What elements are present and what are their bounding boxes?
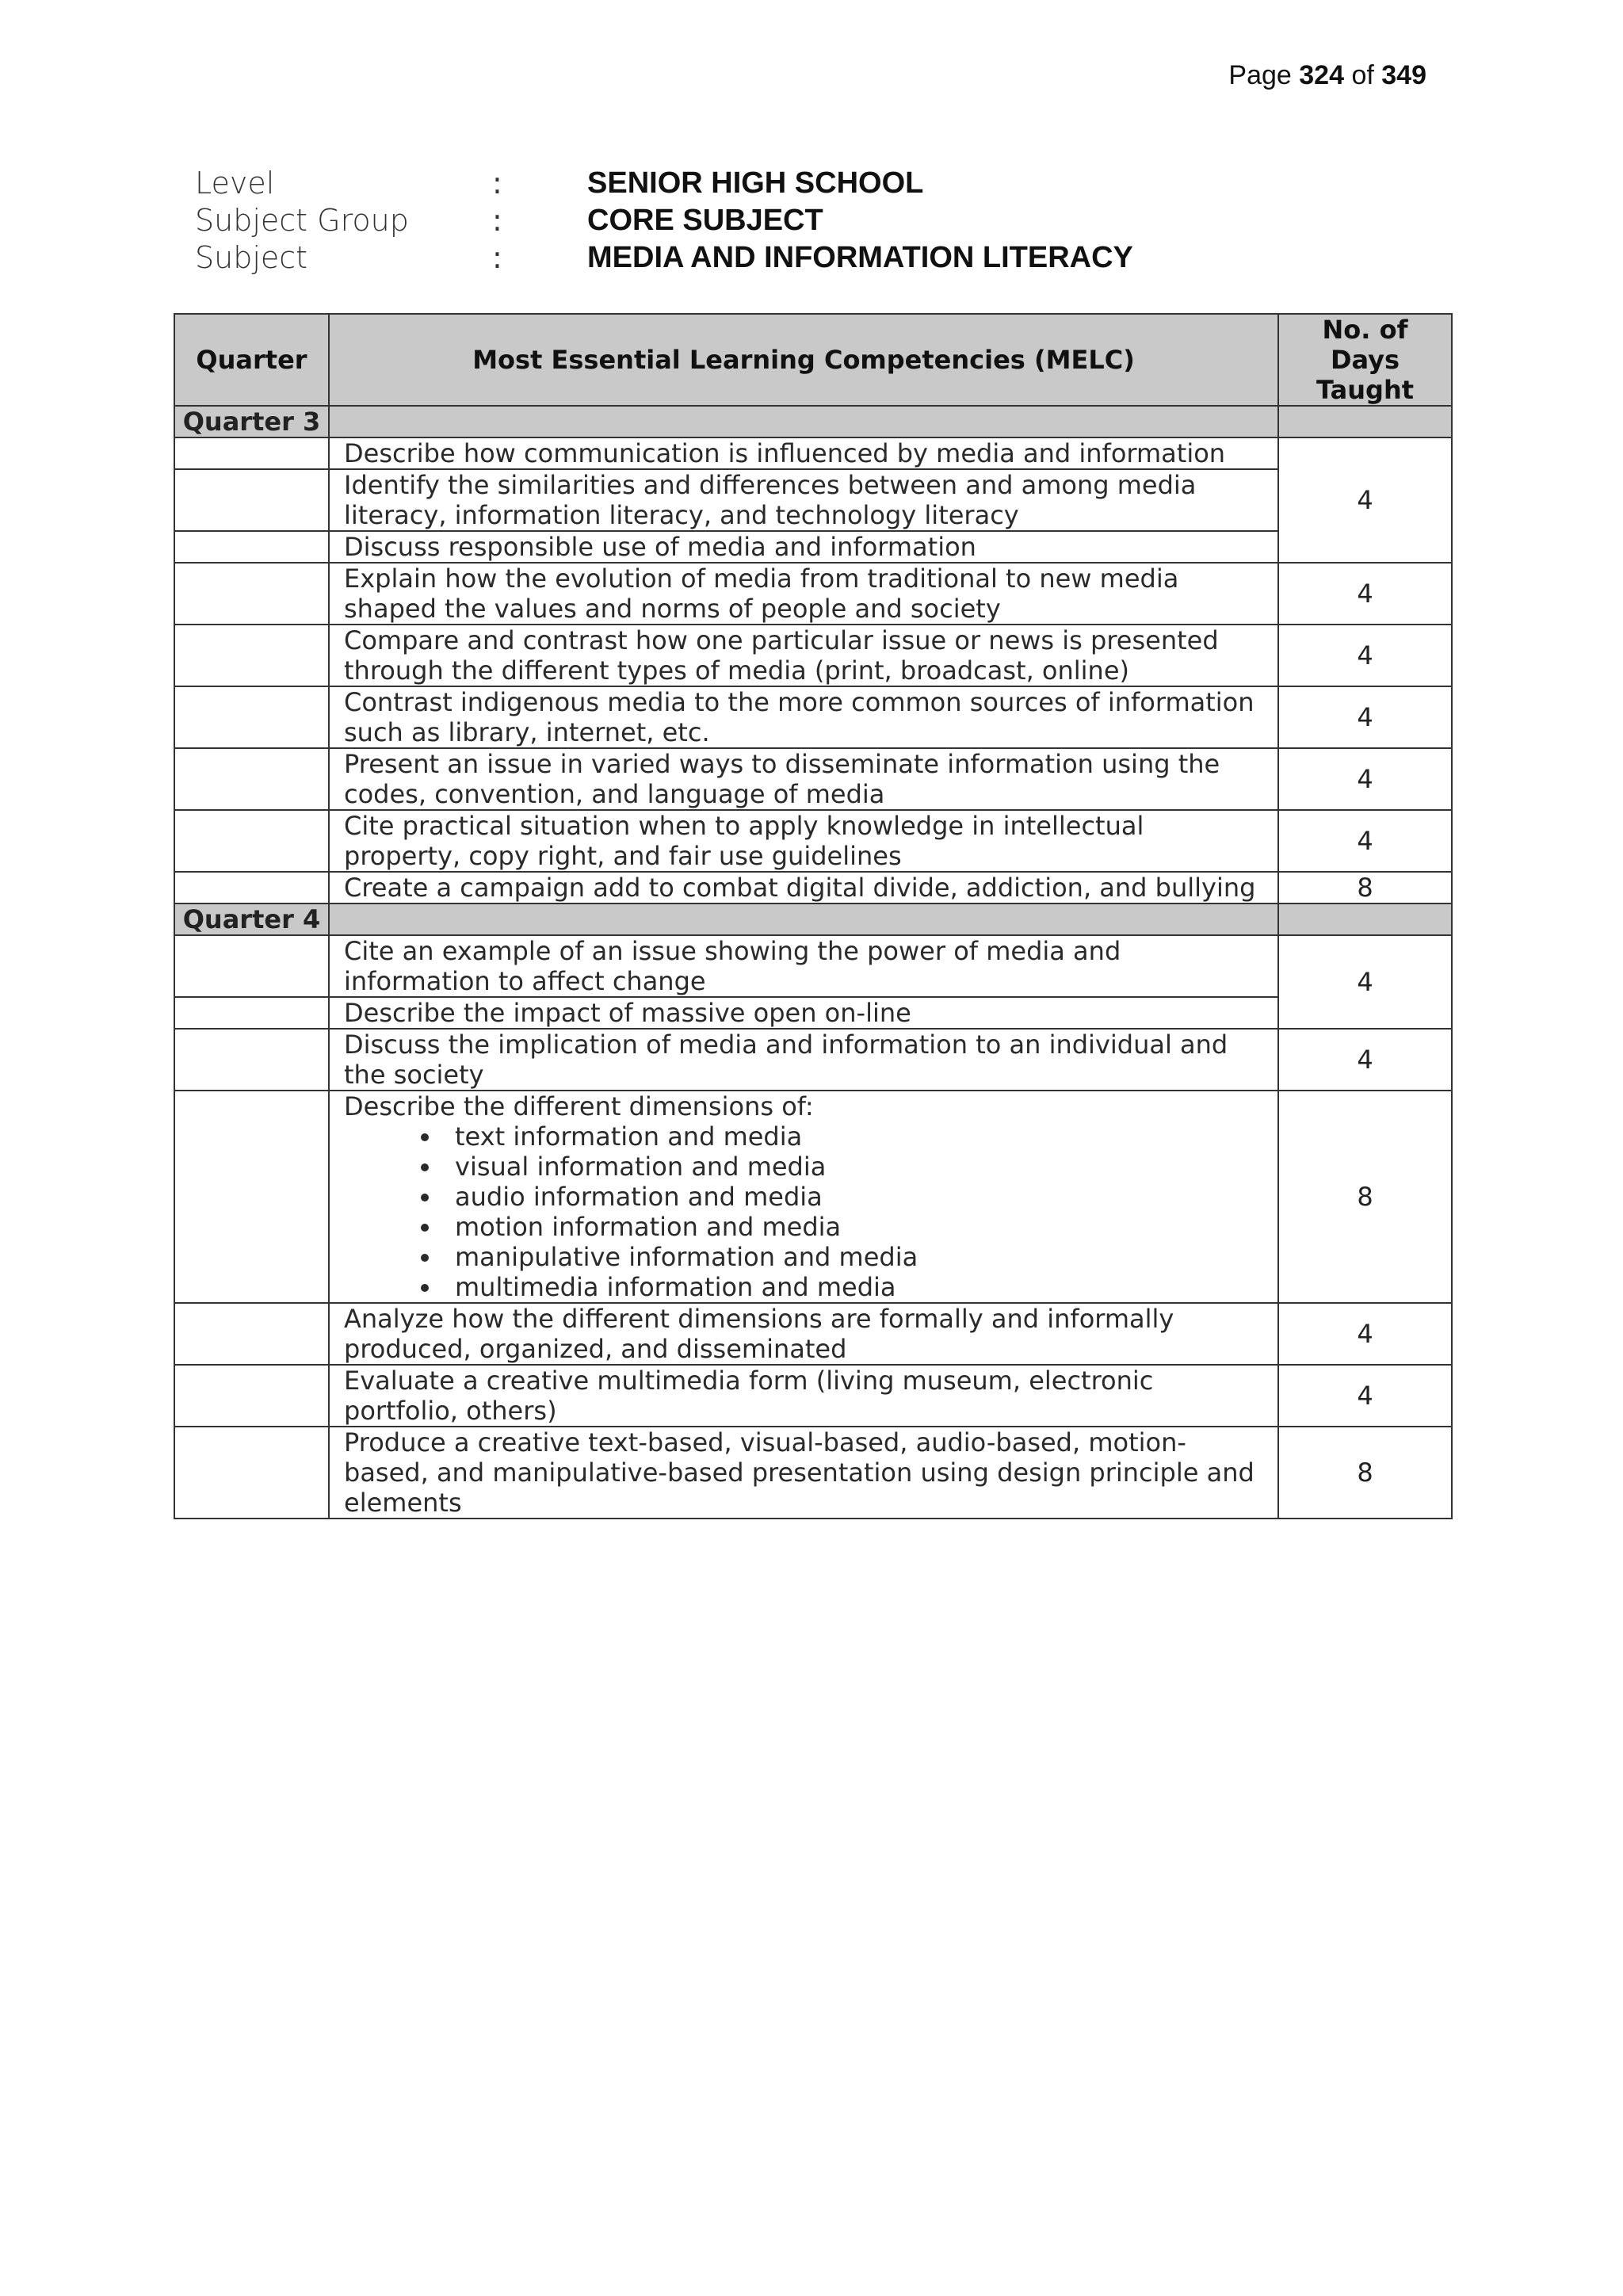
quarter-4-row: [174, 904, 1452, 935]
meta-value-subject: MEDIA AND INFORMATION LITERACY: [587, 241, 1133, 274]
competency-cell: Identify the similarities and differences between and among media literacy, information literacy, and technology literacy: [329, 469, 1278, 531]
list-item: • audio information and media: [442, 1182, 1263, 1212]
table-row: [174, 872, 1452, 904]
header-days: No. of Days Taught: [1278, 314, 1452, 406]
table-row: [174, 625, 1452, 686]
competency-cell: Cite practical situation when to apply knowledge in intellectual property, copy right, and fair use guidelines: [329, 810, 1278, 872]
list-item: • visual information and media: [442, 1152, 1263, 1182]
days-cell: 4: [1278, 748, 1452, 810]
quarter-3-row: [174, 406, 1452, 437]
table-row: [174, 469, 1452, 531]
competency-cell: Discuss responsible use of media and information: [329, 531, 1278, 563]
competency-cell: Discuss the implication of media and information to an individual and the society: [329, 1029, 1278, 1091]
table-row: [174, 1365, 1452, 1427]
table-row: [174, 997, 1452, 1029]
table-row: [174, 935, 1452, 997]
meta-level-row: [195, 165, 1503, 202]
table-row: [174, 531, 1452, 563]
page-of: of: [1351, 60, 1374, 90]
competency-cell: Compare and contrast how one particular issue or news is presented through the different types of media (print, broadcast, online): [329, 625, 1278, 686]
page-prefix: Page: [1228, 60, 1292, 90]
competency-cell: Analyze how the different dimensions are formally and informally produced, organized, and disseminated: [329, 1303, 1278, 1365]
days-cell: 4: [1278, 437, 1452, 563]
header-quarter: Quarter: [174, 314, 329, 406]
document-meta: [195, 165, 1503, 277]
table-row: [174, 1091, 1452, 1303]
competency-cell: Evaluate a creative multimedia form (living museum, electronic portfolio, others): [329, 1365, 1278, 1427]
days-cell: 4: [1278, 1029, 1452, 1091]
days-cell: 8: [1278, 872, 1452, 904]
dimensions-intro: Describe the different dimensions of:: [344, 1091, 814, 1121]
dimensions-list: [344, 1121, 1263, 1302]
meta-label-level: Level: [195, 166, 275, 201]
page-number: [1228, 60, 1426, 91]
meta-subject-group-row: [195, 202, 1503, 239]
table-row: [174, 686, 1452, 748]
days-cell: 4: [1278, 810, 1452, 872]
competency-cell: Produce a creative text-based, visual-based, audio-based, motion-based, and manipulative-based presentation using design principle and elements: [329, 1427, 1278, 1519]
table-header-row: [174, 314, 1452, 406]
days-cell: 4: [1278, 686, 1452, 748]
table-row: [174, 1029, 1452, 1091]
list-item: • motion information and media: [442, 1212, 1263, 1242]
list-item: • manipulative information and media: [442, 1242, 1263, 1272]
competency-cell: [329, 1091, 1278, 1303]
table-row: [174, 1303, 1452, 1365]
days-cell: 4: [1278, 563, 1452, 625]
days-cell: 4: [1278, 1303, 1452, 1365]
days-cell: 4: [1278, 935, 1452, 1029]
list-item: • text information and media: [442, 1121, 1263, 1152]
table-row: [174, 563, 1452, 625]
table-row: [174, 437, 1452, 469]
meta-value-level: SENIOR HIGH SCHOOL: [587, 166, 924, 200]
list-item: • multimedia information and media: [442, 1272, 1263, 1302]
table-row: [174, 810, 1452, 872]
meta-label-subject: Subject: [195, 240, 308, 275]
meta-colon: :: [492, 166, 502, 201]
table-row: [174, 1427, 1452, 1519]
competency-cell: Contrast indigenous media to the more common sources of information such as library, internet, etc.: [329, 686, 1278, 748]
meta-colon: :: [492, 203, 502, 238]
meta-subject-row: [195, 239, 1503, 277]
days-cell: 4: [1278, 625, 1452, 686]
table-row: [174, 748, 1452, 810]
days-cell: 4: [1278, 1365, 1452, 1427]
quarter-3-label: Quarter 3: [174, 406, 329, 437]
header-melc: Most Essential Learning Competencies (MELC): [329, 314, 1278, 406]
competency-cell: Present an issue in varied ways to disseminate information using the codes, convention, and language of media: [329, 748, 1278, 810]
competency-cell: Cite an example of an issue showing the power of media and information to affect change: [329, 935, 1278, 997]
meta-colon: :: [492, 240, 502, 275]
page-current: 324: [1299, 60, 1344, 90]
competency-cell: Describe the impact of massive open on-line: [329, 997, 1278, 1029]
page-total: 349: [1381, 60, 1426, 90]
days-cell: 8: [1278, 1427, 1452, 1519]
meta-value-subject-group: CORE SUBJECT: [587, 204, 823, 237]
melc-table: [174, 313, 1453, 1519]
competency-cell: Create a campaign add to combat digital divide, addiction, and bullying: [329, 872, 1278, 904]
days-cell: 8: [1278, 1091, 1452, 1303]
quarter-4-label: Quarter 4: [174, 904, 329, 935]
competency-cell: Explain how the evolution of media from traditional to new media shaped the values and norms of people and society: [329, 563, 1278, 625]
competency-cell: Describe how communication is influenced by media and information: [329, 437, 1278, 469]
meta-label-subject-group: Subject Group: [195, 203, 409, 238]
